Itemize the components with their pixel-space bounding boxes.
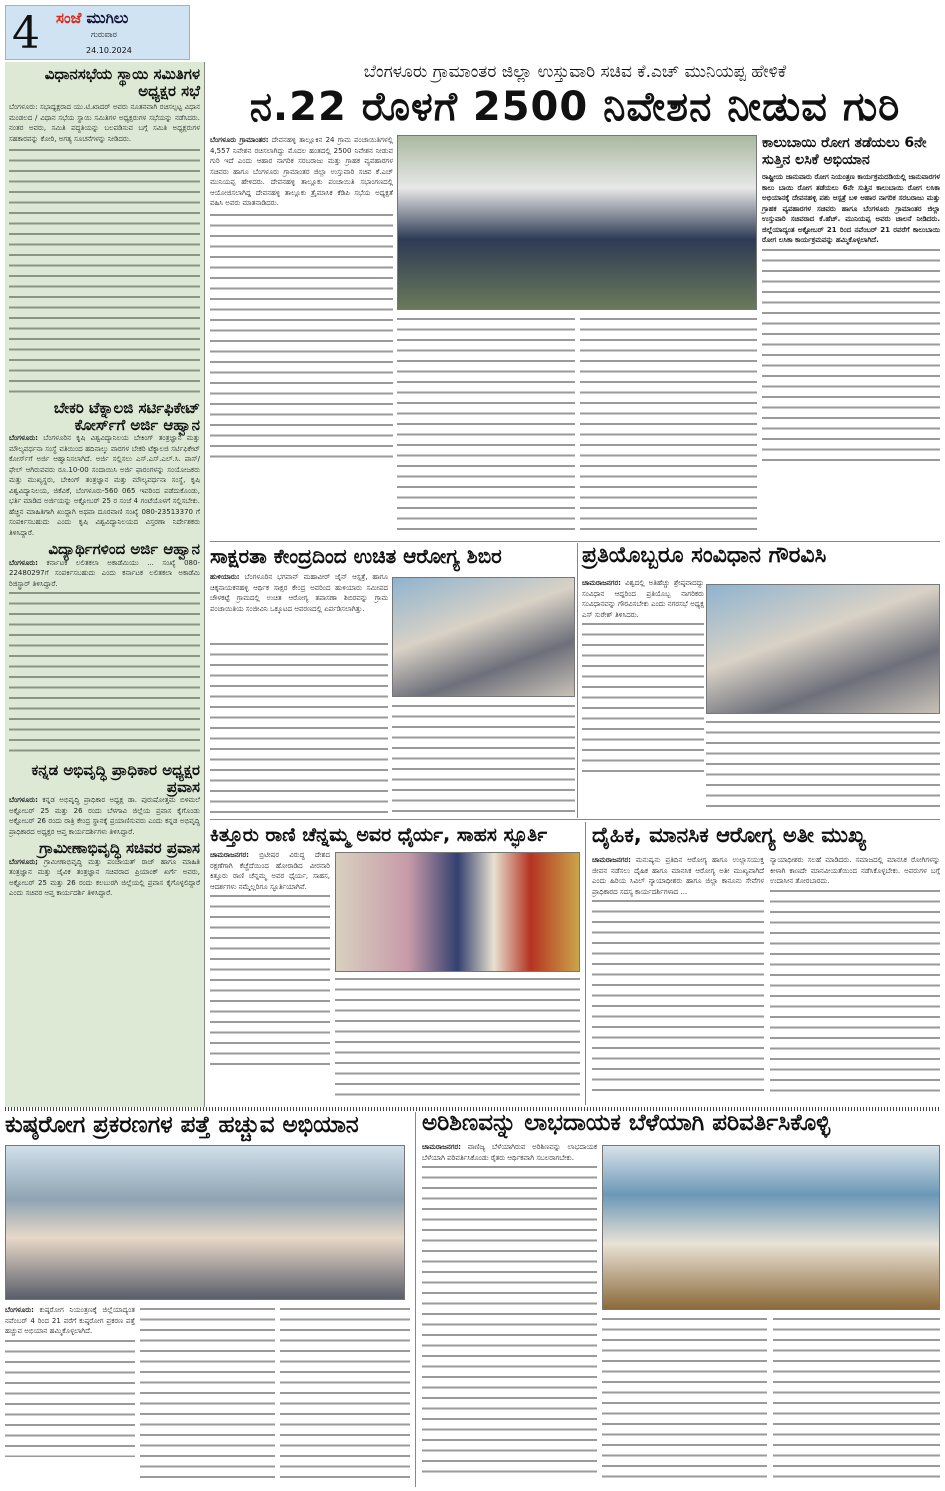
headline: ಕುಷ್ಠರೋಗ ಪ್ರಕರಣಗಳ ಪತ್ತೆ ಹಚ್ಚುವ ಅಭಿಯಾನ	[5, 1112, 359, 1138]
article-body: ರಾಷ್ಟ್ರೀಯ ಜಾನುವಾರು ರೋಗ ನಿಯಂತ್ರಣ ಕಾರ್ಯಕ್ರಮದಡಿಯಲ್ಲಿ ಜಾನುವಾರಗಳ ಕಾಲು ಬಾಯಿ ರೋಗ ತಡೆಯಲು 6ನೇ ಸುತ್ತಿನ ಕಾಲುಬಾಯಿ ರೋಗ ಲಸಿಕಾ ಅಭಿಯಾನಕ್ಕೆ ದೇವನಹಳ್ಳಿ ಪಶು ಆಸ್ಪತ್ರೆ ಬಳಿ ಆಹಾರ ನಾಗರಿಕ ಸರಬರಾಜು ಮತ್ತು ಗ್ರಾಹಕ ವ್ಯವಹಾರಗಳ ಸಚಿವರು ಹಾಗೂ ಬೆಂಗಳೂರು ಗ್ರಾಮಾಂತರ ಜಿಲ್ಲಾ ಉಸ್ತುವಾರಿ ಸಚಿವರಾದ ಕೆ.ಹೆಚ್. ಮುನಿಯಪ್ಪ ಅವರು ಚಾಲನೆ ನೀಡಿದರು. ಜಿಲ್ಲೆಯಾದ್ಯಂತ ಅಕ್ಟೋಬರ್ 21 ರಿಂದ ನವೆಂಬರ್ 21 ರವರೆಗೆ ಕಾಲುಬಾಯಿ ರೋಗ ಲಸಿಕಾ ಕಾರ್ಯಕ್ರಮವನ್ನು ಹಮ್ಮಿಕೊಳ್ಳಲಾಗಿದೆ.	[762, 173, 940, 244]
article-text-continued	[5, 1337, 135, 1457]
divider	[585, 822, 586, 1105]
article	[592, 855, 764, 1097]
article	[210, 850, 330, 1072]
headline: ಬೇಕರಿ ಟೆಕ್ನಾಲಜಿ ಸರ್ಟಿಫಿಕೇಟ್ ಕೋರ್ಸ್‌ಗೆ ಅರ್ಜಿ ಆಹ್ವಾನ	[53, 399, 200, 434]
article-text-continued	[397, 315, 575, 535]
article	[422, 1142, 597, 1473]
article-text-continued	[9, 589, 200, 759]
headline: ಪ್ರತಿಯೊಬ್ಬರೂ ಸಂವಿಧಾನ ಗೌರವಿಸಿ	[582, 543, 827, 568]
article-text-continued	[580, 315, 757, 535]
article-text-continued	[773, 1315, 940, 1485]
article-body: ಬೆಂಗಳೂರು: ಕನ್ನಡ ಅಭಿವೃದ್ಧಿ ಪ್ರಾಧಿಕಾರ ಅಧ್ಯಕ್ಷ ಡಾ. ಪುರುಷೋತ್ತಮ ಬಿಳಿಮಲೆ ಅಕ್ಟೋಬರ್ 25 ಮತ್ತು 26 ರಂದು ಬೆಳಗಾವಿ ಜಿಲ್ಲೆಯ ಪ್ರವಾಸ ಕೈಗೊಂಡು ಅಕ್ಟೋಬರ್ 26 ರಂದು ರಾತ್ರಿ ಕೇಂದ್ರ ಸ್ಥಾನಕ್ಕೆ ಪ್ರಯಾಣಿಸುವರು ಎಂದು ಕನ್ನಡ ಅಭಿವೃದ್ಧಿ ಪ್ರಾಧಿಕಾರದ ಅಧ್ಯಕ್ಷರ ಆಪ್ತ ಕಾರ್ಯದರ್ಶಿಗಳು ತಿಳಿಸಿದ್ದಾರೆ.	[9, 796, 200, 836]
headline: ಅರಿಶಿಣವನ್ನು ಲಾಭದಾಯಕ ಬೆಳೆಯಾಗಿ ಪರಿವರ್ತಿಸಿಕೊಳ್ಳಿ	[422, 1110, 831, 1136]
lead-headline: ನ.22 ರೊಳಗೆ 2500 ನಿವೇಶನ ನೀಡುವ ಗುರಿ	[249, 84, 901, 130]
article-body: ಬೆಂಗಳೂರು; ಗ್ರಾಮೀಣಾಭಿವೃದ್ಧಿ ಮತ್ತು ಪಂಚಾಯತ್ ರಾಜ್ ಹಾಗೂ ಮಾಹಿತಿ ತಂತ್ರಜ್ಞಾನ ಮತ್ತು ಜೈವಿಕ ತಂತ್ರಜ್ಞಾನ ಸಚಿವರಾದ ಪ್ರಿಯಾಂಕ್ ಖರ್ಗೆ ಅವರು, ಅಕ್ಟೋಬರ್ 25 ಮತ್ತು 26 ರಂದು ಕಲಬುರಗಿ ಜಿಲ್ಲೆಯಲ್ಲಿ ಪ್ರವಾಸ ಕೈಗೊಳ್ಳಲಿದ್ದಾರೆ ಎಂದು ಸಚಿವರ ಆಪ್ತ ಕಾರ್ಯದರ್ಶಿ ತಿಳಿಸಿದ್ದಾರೆ.	[9, 857, 200, 897]
article-body: ಹುಳಿಯಾರು: ಬೆಂಗಳೂರಿನ ಭಗವಾನ್ ಮಹಾವೀರ್ ಜೈನ್ ಆಸ್ಪತ್ರೆ, ಹಾಗೂ ಚಿಕ್ಕನಾಯಕನಹಳ್ಳಿ ಆರ್ಥಿಕ ಸಾಕ್ಷರ ಕೇಂದ್ರ ಅವರಿಂದ ಹುಳಿಯಾರು ಸಮೀಪದ ಚೌಳಕಟ್ಟೆ ಗ್ರಾಮದಲ್ಲಿ ಉಚಿತ ಆರೋಗ್ಯ ತಪಾಸಣಾ ಶಿಬಿರವನ್ನು ಗ್ರಾಮ ಪಂಚಾಯಿತಿಯ ಸಂಜೀವಿನಿ ಒಕ್ಕೂಟದ ಆವರಣದಲ್ಲಿ ಏರ್ಪಡಿಸಲಾಗಿತ್ತು.	[210, 573, 388, 613]
lead-article	[210, 135, 393, 535]
article-text-continued	[422, 1163, 597, 1473]
article-text-continued	[770, 887, 940, 1097]
article-body: ಚಾಮರಾಜನಗರ: ಬ್ರಿಟೀಷರ ವಿರುದ್ಧ ದೇಶದ ರಕ್ಷಣೆಗಾಗಿ ಕೆಚ್ಚೆದೆಯಿಂದ ಹೋರಾಡಿದ ವೀರನಾರಿ ಕಿತ್ತೂರು ರಾಣಿ ಚೆನ್ನಮ್ಮ ಅವರ ಧೈರ್ಯ, ಸಾಹಸ, ಆದರ್ಶಗಳು ನಮ್ಮೆಲ್ಲರಿಗೂ ಸ್ಫೂರ್ತಿಯಾಗಿವೆ.	[210, 851, 330, 891]
headline: ಸಾಕ್ಷರತಾ ಕೇಂದ್ರದಿಂದ ಉಚಿತ ಆರೋಗ್ಯ ಶಿಬಿರ	[210, 544, 502, 568]
side-story	[762, 135, 940, 466]
leprosy-campaign-photo	[5, 1145, 405, 1300]
divider	[210, 541, 940, 542]
article-text-continued	[392, 702, 575, 815]
divider	[415, 1112, 416, 1487]
newspaper-logo: ಸಂಜೆ ಮುಗಿಲು	[56, 9, 129, 27]
headline: ವಿದ್ಯಾರ್ಥಿಗಳಿಂದ ಅರ್ಜಿ ಆಹ್ವಾನ	[48, 540, 200, 558]
article-text-continued	[582, 620, 704, 780]
kittur-chennamma-photo	[335, 852, 580, 972]
article-body: ಬೆಂಗಳೂರು: ಕುಷ್ಠರೋಗ ನಿಯಂತ್ರಣಕ್ಕೆ ಜಿಲ್ಲೆಯಾದ್ಯಂತ ನವೆಂಬರ್ 4 ರಿಂದ 21 ವರೆಗೆ ಕುಷ್ಠರೋಗ ಪ್ರಕರಣ ಪತ್ತೆ ಹಚ್ಚುವ ಅಭಿಯಾನ ಹಮ್ಮಿಕೊಳ್ಳಲಾಗಿದೆ.	[5, 1306, 135, 1335]
article-body: ಬೆಂಗಳೂರು: ಕರ್ನಾಟಕ ಲಲಿತಕಲಾ ಅಕಾಡೆಮಿಯು ... ಸಂಖ್ಯೆ 080-22480297ಗೆ ಸಂಪರ್ಕಿಸಬಹುದು ಎಂದು ಕರ್ನಾಟಕ ಲಲಿತಕಲಾ ಅಕಾಡೆಮಿ ರಿಜಿಸ್ಟ್ರಾರ್ ತಿಳಿಸಿದ್ದಾರೆ.	[9, 558, 200, 588]
article-text-continued	[210, 211, 393, 461]
divider	[210, 819, 940, 820]
article-body: ಚಾಮರಾಜನಗರ: ವಿಶ್ವದಲ್ಲಿ ಅತಿಹೆಚ್ಚು ಶ್ರೇಷ್ಠವಾದದ್ದು ಸಂವಿಧಾನ ಆದ್ದರಿಂದ ಪ್ರತಿಯೊಬ್ಬ ನಾಗರಿಕರು ಸಂವಿಧಾನವನ್ನು ಗೌರವಿಸಬೇಕು ಎಂದು ನಗರಸಭೆ ಅಧ್ಯಕ್ಷ ಎಸ್ ಸುರೇಶ್ ತಿಳಿಸಿದರು.	[582, 579, 704, 619]
issue-day: ಗುರುವಾರ	[91, 30, 117, 39]
article	[5, 1305, 135, 1457]
page-number: 4	[12, 8, 40, 59]
article	[210, 572, 388, 614]
headline: ವಿಧಾನಸಭೆಯ ಸ್ಥಾಯಿ ಸಮಿತಿಗಳ ಅಧ್ಯಕ್ಷರ ಸಭೆ	[44, 65, 200, 100]
headline: ಕನ್ನಡ ಅಭಿವೃದ್ಧಿ ಪ್ರಾಧಿಕಾರ ಅಧ್ಯಕ್ಷರ ಪ್ರವಾಸ	[31, 761, 200, 796]
article-text-continued	[602, 1315, 767, 1485]
issue-date: 24.10.2024	[86, 46, 132, 55]
article-text-continued	[280, 1305, 410, 1485]
article-body: ಚಾಮರಾಜನಗರ: ಮನುಷ್ಯನು ಪ್ರತಿದಿನ ಆರೋಗ್ಯ ಹಾಗೂ ಉಲ್ಲಾಸಯುಕ್ತ ಜೀವನ ನಡೆಸಲು ದೈಹಿಕ ಹಾಗೂ ಮಾನಸಿಕ ಆರೋಗ್ಯ ಅತೀ ಮುಖ್ಯವಾಗಿದೆ ಎಂದು ಹಿರಿಯ ಸಿವಿಲ್ ನ್ಯಾಯಾಧೀಶರು ಹಾಗೂ ಜಿಲ್ಲಾ ಕಾನೂನು ಸೇವೆಗಳ ಪ್ರಾಧಿಕಾರದ ಸದಸ್ಯ ಕಾರ್ಯದರ್ಶಿಗಳಾದ ...	[592, 856, 764, 896]
article-text-continued	[335, 975, 580, 1103]
article-body: ಬೆಂಗಳೂರು: ಬೆಂಗಳೂರಿನ ಕೃಷಿ ವಿಶ್ವವಿದ್ಯಾನಿಲಯ ಬೇಕಿಂಗ್ ತಂತ್ರಜ್ಞಾನ ಮತ್ತು ಮೌಲ್ಯವರ್ಧನಾ ಸಂಸ್ಥೆ ವತಿಯಿಂದ ಹದಿನಾಲ್ಕು ವಾರಗಳ ಬೇಕರಿ ಟೆಕ್ನಾಲಜಿ ಸರ್ಟಿಫಿಕೇಟ್ ಕೋರ್ಸ್‌ಗೆ ಅರ್ಜಿ ಆಹ್ವಾನಿಸಲಾಗಿದೆ. ಅರ್ಜಿ ಸಲ್ಲಿಸಲು ಎಸ್.ಎಸ್.ಎಲ್.ಸಿ. ಪಾಸ್/ಫೇಲ್ ಆಗಿರುವವರು ರೂ.10-00 ಸಂದಾಯಿಸಿ ಅರ್ಜಿ ಫಾರಂಗಳನ್ನು ಸಂಯೋಜಕರು ಮತ್ತು ಮುಖ್ಯಸ್ಥರು, ಬೇಕಿಂಗ್ ತಂತ್ರಜ್ಞಾನ ಮತ್ತು ಮೌಲ್ಯವರ್ಧನಾ ಸಂಸ್ಥೆ, ಕೃಷಿ ವಿಶ್ವವಿದ್ಯಾನಿಲಯ, ಜಿಕೆವಿಕೆ, ಬೆಂಗಳೂರು-560 065 ಇವರಿಂದ ಪಡೆದುಕೊಂಡು, ಭರ್ತಿ ಮಾಡಿದ ಅರ್ಜಿಯನ್ನು ಅಕ್ಟೋಬರ್ 25 ರ ಸಂಜೆ 4 ಗಂಟೆಯೊಳಗೆ ಸಲ್ಲಿಸಬೇಕು. ಹೆಚ್ಚಿನ ಮಾಹಿತಿಗಾಗಿ ಖುದ್ದಾಗಿ ಅಥವಾ ದೂರವಾಣಿ ಸಂಖ್ಯೆ 080-23513370 ಗೆ ಸಂಪರ್ಕಿಸಬಹುದು ಎಂದು ಕೃಷಿ ವಿಶ್ವವಿದ್ಯಾನಿಲಯದ ವಿಸ್ತರಣಾ ನಿರ್ದೇಶಕರು ತಿಳಿಸಿದ್ದಾರೆ.	[9, 434, 200, 537]
article-text-continued	[140, 1305, 275, 1485]
article-text-continued	[706, 718, 940, 815]
article-column	[770, 855, 940, 1097]
divider	[577, 543, 578, 818]
headline: ಕಾಲುಬಾಯಿ ರೋಗ ತಡೆಯಲು 6ನೇ ಸುತ್ತಿನ ಲಸಿಕೆ ಅಭಿಯಾನ	[762, 135, 927, 168]
article	[582, 578, 704, 780]
article-body: ಚಾಮರಾಜನಗರ: ವಾಣಿಜ್ಯ ಬೆಳೆಯಾಗಿರುವ ಅರಿಶಿಣವನ್ನು ಲಾಭದಾಯಕ ಬೆಳೆಯಾಗಿ ಪರಿವರ್ತಿಸಿಕೊಂಡು ರೈತರು ಆರ್ಥಿಕವಾಗಿ ಸಬಲರಾಗಬೇಕು.	[422, 1143, 597, 1162]
headline: ಗ್ರಾಮೀಣಾಭಿವೃದ್ಧಿ ಸಚಿವರ ಪ್ರವಾಸ	[39, 839, 200, 857]
article-text-continued	[9, 146, 200, 396]
constitution-event-photo	[706, 584, 940, 714]
article-body: ಬೆಂಗಳೂರು: ಸಭಾಧ್ಯಕ್ಷರಾದ ಯು.ಟಿ.ಖಾದರ್ ಅವರು ನೂತನವಾಗಿ ರಚಿಸಲ್ಪಟ್ಟ ವಿಧಾನ ಮಂಡಲದ / ವಿಧಾನ ಸಭೆಯ ಸ್ಥಾಯಿ ಸಮಿತಿಗಳ ಅಧ್ಯಕ್ಷರುಗಳ ಸಭೆಯನ್ನು ನಡೆಸಿದರು. ನಂತರ ಅವರು, ಸಮಿತಿ ಪದ್ಧತಿಯನ್ನು ಬಲಪಡಿಸುವ ಬಗ್ಗೆ ಸಮಿತಿ ಅಧ್ಯಕ್ಷರುಗಳ ಸಹಕಾರವನ್ನು ಕೋರಿ, ಅಗತ್ಯ ಸೂಚನೆಗಳನ್ನು ನೀಡಿದರು.	[9, 103, 200, 143]
article-body: ನ್ಯಾಯಾಧೀಶರು ಸಲಹೆ ಮಾಡಿದರು. ಸಮಾಜದಲ್ಲಿ ಮಾನಸಿಕ ರೋಗಿಗಳನ್ನು ಕೀಳಾಗಿ ಕಾಣದೇ ಮಾನವೀಯತೆಯಿಂದ ನಡೆಸಿಕೊಳ್ಳಬೇಕು. ಅವರುಗಳ ಬಗ್ಗೆ ಉದಾಸೀನ ತೋರಬಾರದು.	[770, 856, 940, 885]
article-text-continued	[592, 897, 764, 1097]
article-body: ಬೆಂಗಳೂರು ಗ್ರಾಮಾಂತರ: ದೇವನಹಳ್ಳಿ ತಾಲ್ಲೂಕಿನ 24 ಗ್ರಾಮ ಪಂಚಾಯಿತಿಗಳಲ್ಲಿ 4,557 ನಿವೇಶನ ರಚಿಸಲಾಗಿದ್ದು ಮೊದಲ ಹಂತದಲ್ಲಿ 2500 ನಿವೇಶನ ನೀಡುವ ಗುರಿ ಇದೆ ಎಂದು ಆಹಾರ ನಾಗರಿಕ ಸರಬರಾಜು ಮತ್ತು ಗ್ರಾಹಕ ವ್ಯವಹಾರಗಳ ಸಚಿವರು ಹಾಗೂ ಬೆಂಗಳೂರು ಗ್ರಾಮಾಂತರ ಜಿಲ್ಲಾ ಉಸ್ತುವಾರಿ ಸಚಿವ ಕೆ.ಎಚ್ ಮುನಿಯಪ್ಪ ಹೇಳಿದರು. ದೇವನಹಳ್ಳಿ ತಾಲ್ಲೂಕು ಪಂಚಾಯಿತಿ ಸಭಾಂಗಣದಲ್ಲಿ ಆಯೋಜಿಸಲಾಗಿದ್ದ ದೇವನಹಳ್ಳಿ ತಾಲ್ಲೂಕು ತ್ರೈಮಾಸಿಕ ಕೆಡಿಪಿ ಸಭೆಯ ಅಧ್ಯಕ್ಷತೆ ವಹಿಸಿ ಅವರು ಮಾತನಾಡಿದರು.	[210, 136, 393, 207]
article-text-continued	[210, 892, 330, 1072]
health-camp-photo	[392, 577, 575, 697]
masthead	[5, 5, 190, 60]
lead-photo	[397, 135, 757, 310]
article-text-continued	[210, 640, 388, 815]
turmeric-meeting-photo	[602, 1145, 940, 1310]
article-text-continued	[762, 246, 940, 466]
left-column	[5, 62, 205, 1107]
lead-kicker: ಬೆಂಗಳೂರು ಗ್ರಾಮಾಂತರ ಜಿಲ್ಲಾ ಉಸ್ತುವಾರಿ ಸಚಿವ ಕೆ.ಎಚ್ ಮುನಿಯಪ್ಪ ಹೇಳಿಕೆ	[363, 62, 787, 82]
headline: ಕಿತ್ತೂರು ರಾಣಿ ಚೆನ್ನಮ್ಮ ಅವರ ಧೈರ್ಯ, ಸಾಹಸ ಸ್ಫೂರ್ತಿ	[210, 824, 548, 846]
headline: ದೈಹಿಕ, ಮಾನಸಿಕ ಆರೋಗ್ಯ ಅತೀ ಮುಖ್ಯ	[592, 823, 867, 847]
